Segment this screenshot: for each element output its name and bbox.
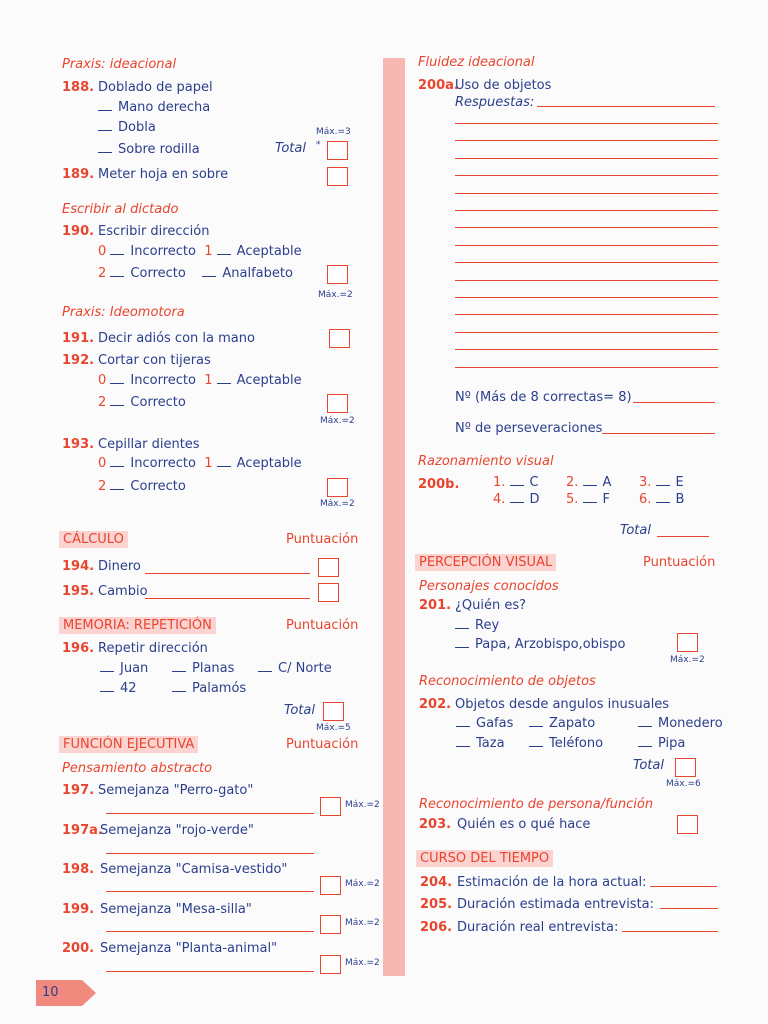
score-box[interactable] <box>318 583 339 602</box>
total-label: Total <box>275 141 306 156</box>
section-title-ideomotora: Praxis: Ideomotora <box>62 305 185 320</box>
max-label: Máx.=2 <box>320 416 355 426</box>
option-row: Monedero <box>638 716 723 731</box>
item-number: 203. <box>419 817 452 832</box>
option-row: Teléfono <box>529 736 603 751</box>
item-number: 189. <box>62 167 95 182</box>
section-header-calculo: CÁLCULO <box>59 531 128 548</box>
item-text: Cepillar dientes <box>98 437 200 452</box>
item-text: Dinero <box>98 559 141 574</box>
item-text: Nº de perseveraciones <box>455 421 603 436</box>
max-label: Máx.=2 <box>670 655 705 665</box>
section-header-percepcion: PERCEPCIÓN VISUAL <box>415 554 556 571</box>
response-line[interactable] <box>455 332 718 333</box>
section-title-fluidez: Fluidez ideacional <box>418 55 535 70</box>
item-number: 205. <box>420 897 453 912</box>
option-row: Gafas <box>456 716 513 731</box>
answer-line[interactable] <box>106 813 314 814</box>
max-label: Máx.=3 <box>316 127 351 137</box>
choice-item: 1. C <box>493 475 539 490</box>
item-text: Uso de objetos <box>455 78 552 93</box>
score-box[interactable] <box>327 167 348 186</box>
item-number: 198. <box>62 862 95 877</box>
item-number: 193. <box>62 437 95 452</box>
option-row: Zapato <box>529 716 595 731</box>
asterisk: * <box>316 140 321 150</box>
item-text: Nº (Más de 8 correctas= 8) <box>455 390 632 405</box>
item-number: 196. <box>62 641 95 656</box>
section-title-escribir: Escribir al dictado <box>62 202 179 217</box>
response-line[interactable] <box>455 175 718 176</box>
score-box[interactable] <box>327 394 348 413</box>
item-text: Cortar con tijeras <box>98 353 211 368</box>
section-title-razonamiento: Razonamiento visual <box>418 454 554 469</box>
option-row: C/ Norte <box>258 661 332 676</box>
choice-item: 2. A <box>566 475 612 490</box>
score-box[interactable] <box>675 758 696 777</box>
puntuacion-label: Puntuación <box>286 618 359 633</box>
answer-line[interactable] <box>602 433 715 434</box>
response-line[interactable] <box>455 158 718 159</box>
option-row: 0 Incorrecto 1 Aceptable <box>98 456 302 471</box>
answer-line[interactable] <box>660 908 718 909</box>
section-header-tiempo: CURSO DEL TIEMPO <box>416 850 553 867</box>
item-text: Objetos desde angulos inusuales <box>455 697 670 712</box>
center-divider <box>383 58 405 976</box>
page-number: 10 <box>42 985 59 1000</box>
max-label: Máx.=2 <box>345 800 380 810</box>
respuestas-label: Respuestas: <box>455 95 535 110</box>
choice-item: 6. B <box>639 492 685 507</box>
item-number: 204. <box>420 875 453 890</box>
response-line[interactable] <box>455 123 718 124</box>
section-header-ejecutiva: FUNCIÓN EJECUTIVA <box>59 736 198 753</box>
max-label: Máx.=6 <box>666 779 701 789</box>
item-text: Estimación de la hora actual: <box>457 875 647 890</box>
item-text: Doblado de papel <box>98 80 213 95</box>
score-box[interactable] <box>327 141 348 160</box>
answer-line[interactable] <box>622 931 718 932</box>
item-number: 200b. <box>418 477 460 492</box>
item-number: 195. <box>62 584 95 599</box>
puntuacion-label: Puntuación <box>643 555 716 570</box>
score-box[interactable] <box>327 478 348 497</box>
item-number: 206. <box>420 920 453 935</box>
option-row: 0 Incorrecto 1 Aceptable <box>98 373 302 388</box>
item-number: 200. <box>62 941 95 956</box>
option-row: 2 Correcto <box>98 395 186 410</box>
total-label: Total <box>284 703 315 718</box>
item-text: Cambio <box>98 584 148 599</box>
option-row: Juan <box>100 661 148 676</box>
section-title-objetos: Reconocimiento de objetos <box>419 674 596 689</box>
option-row: Sobre rodilla <box>98 142 200 157</box>
answer-line[interactable] <box>145 573 310 574</box>
response-line[interactable] <box>455 193 718 194</box>
item-number: 200a. <box>418 78 459 93</box>
option-row: 0 Incorrecto 1 Aceptable <box>98 244 302 259</box>
item-text: Repetir dirección <box>98 641 208 656</box>
max-label: Máx.=2 <box>345 958 380 968</box>
item-text: Quién es o qué hace <box>457 817 591 832</box>
item-number: 197a. <box>62 823 103 838</box>
total-label: Total <box>620 523 651 538</box>
item-text: Decir adiós con la mano <box>98 331 255 346</box>
option-row: Dobla <box>98 120 156 135</box>
answer-line[interactable] <box>106 891 314 892</box>
answer-line[interactable] <box>106 931 314 932</box>
score-box[interactable] <box>320 797 341 816</box>
answer-line[interactable] <box>650 886 717 887</box>
response-line[interactable] <box>455 280 718 281</box>
total-label: Total <box>633 758 664 773</box>
answer-line[interactable] <box>657 536 709 537</box>
choice-item: 4. D <box>493 492 540 507</box>
item-text: Duración real entrevista: <box>457 920 619 935</box>
max-label: Máx.=2 <box>345 879 380 889</box>
item-number: 191. <box>62 331 95 346</box>
option-row: Palamós <box>172 681 246 696</box>
item-text: Semejanza "Mesa-silla" <box>100 902 252 917</box>
section-title-persona: Reconocimiento de persona/función <box>419 797 654 812</box>
response-line[interactable] <box>455 210 718 211</box>
answer-line[interactable] <box>537 106 715 107</box>
item-number: 188. <box>62 80 95 95</box>
max-label: Máx.=2 <box>318 290 353 300</box>
puntuacion-label: Puntuación <box>286 737 359 752</box>
item-text: Duración estimada entrevista: <box>457 897 655 912</box>
response-line[interactable] <box>455 140 718 141</box>
score-box[interactable] <box>320 955 341 974</box>
response-line[interactable] <box>455 349 718 350</box>
subsection-title: Personajes conocidos <box>419 579 559 594</box>
max-label: Máx.=2 <box>345 918 380 928</box>
option-row: 2 Correcto Analfabeto <box>98 266 293 281</box>
option-row: Pipa <box>638 736 685 751</box>
response-line[interactable] <box>455 297 718 298</box>
item-number: 202. <box>419 697 452 712</box>
puntuacion-label: Puntuación <box>286 532 359 547</box>
score-box[interactable] <box>327 265 348 284</box>
score-box[interactable] <box>320 915 341 934</box>
answer-line[interactable] <box>106 971 314 972</box>
response-line[interactable] <box>455 367 718 368</box>
option-row: Rey <box>455 618 499 633</box>
item-text: Semejanza "rojo-verde" <box>100 823 254 838</box>
item-text: Semejanza "Camisa-vestido" <box>100 862 288 877</box>
max-label: Máx.=5 <box>316 723 351 733</box>
option-row: 42 <box>100 681 137 696</box>
answer-line[interactable] <box>633 402 715 403</box>
item-text: Semejanza "Planta-animal" <box>100 941 278 956</box>
item-number: 194. <box>62 559 95 574</box>
item-number: 197. <box>62 783 95 798</box>
option-row: Papa, Arzobispo,obispo <box>455 637 626 652</box>
option-row: Taza <box>456 736 505 751</box>
option-row: Mano derecha <box>98 100 210 115</box>
score-box[interactable] <box>323 702 344 721</box>
item-number: 201. <box>419 598 452 613</box>
item-number: 199. <box>62 902 95 917</box>
item-number: 190. <box>62 224 95 239</box>
section-header-memoria: MEMORIA: REPETICIÓN <box>59 617 216 634</box>
item-text: Escribir dirección <box>98 224 210 239</box>
score-box[interactable] <box>677 815 698 834</box>
option-row: 2 Correcto <box>98 479 186 494</box>
item-number: 192. <box>62 353 95 368</box>
answer-line[interactable] <box>106 853 314 854</box>
response-line[interactable] <box>455 227 718 228</box>
score-box[interactable] <box>320 876 341 895</box>
answer-line[interactable] <box>145 598 310 599</box>
choice-item: 5. F <box>566 492 611 507</box>
score-box[interactable] <box>677 633 698 652</box>
section-title-praxis-ideacional: Praxis: ideacional <box>62 57 177 72</box>
response-line[interactable] <box>455 314 718 315</box>
score-box[interactable] <box>318 558 339 577</box>
response-line[interactable] <box>455 262 718 263</box>
subsection-title: Pensamiento abstracto <box>62 761 213 776</box>
score-box[interactable] <box>329 329 350 348</box>
item-text: Semejanza "Perro-gato" <box>98 783 254 798</box>
item-text: Meter hoja en sobre <box>98 167 229 182</box>
max-label: Máx.=2 <box>320 499 355 509</box>
choice-item: 3. E <box>639 475 684 490</box>
item-text: ¿Quién es? <box>455 598 527 613</box>
option-row: Planas <box>172 661 234 676</box>
response-line[interactable] <box>455 245 718 246</box>
